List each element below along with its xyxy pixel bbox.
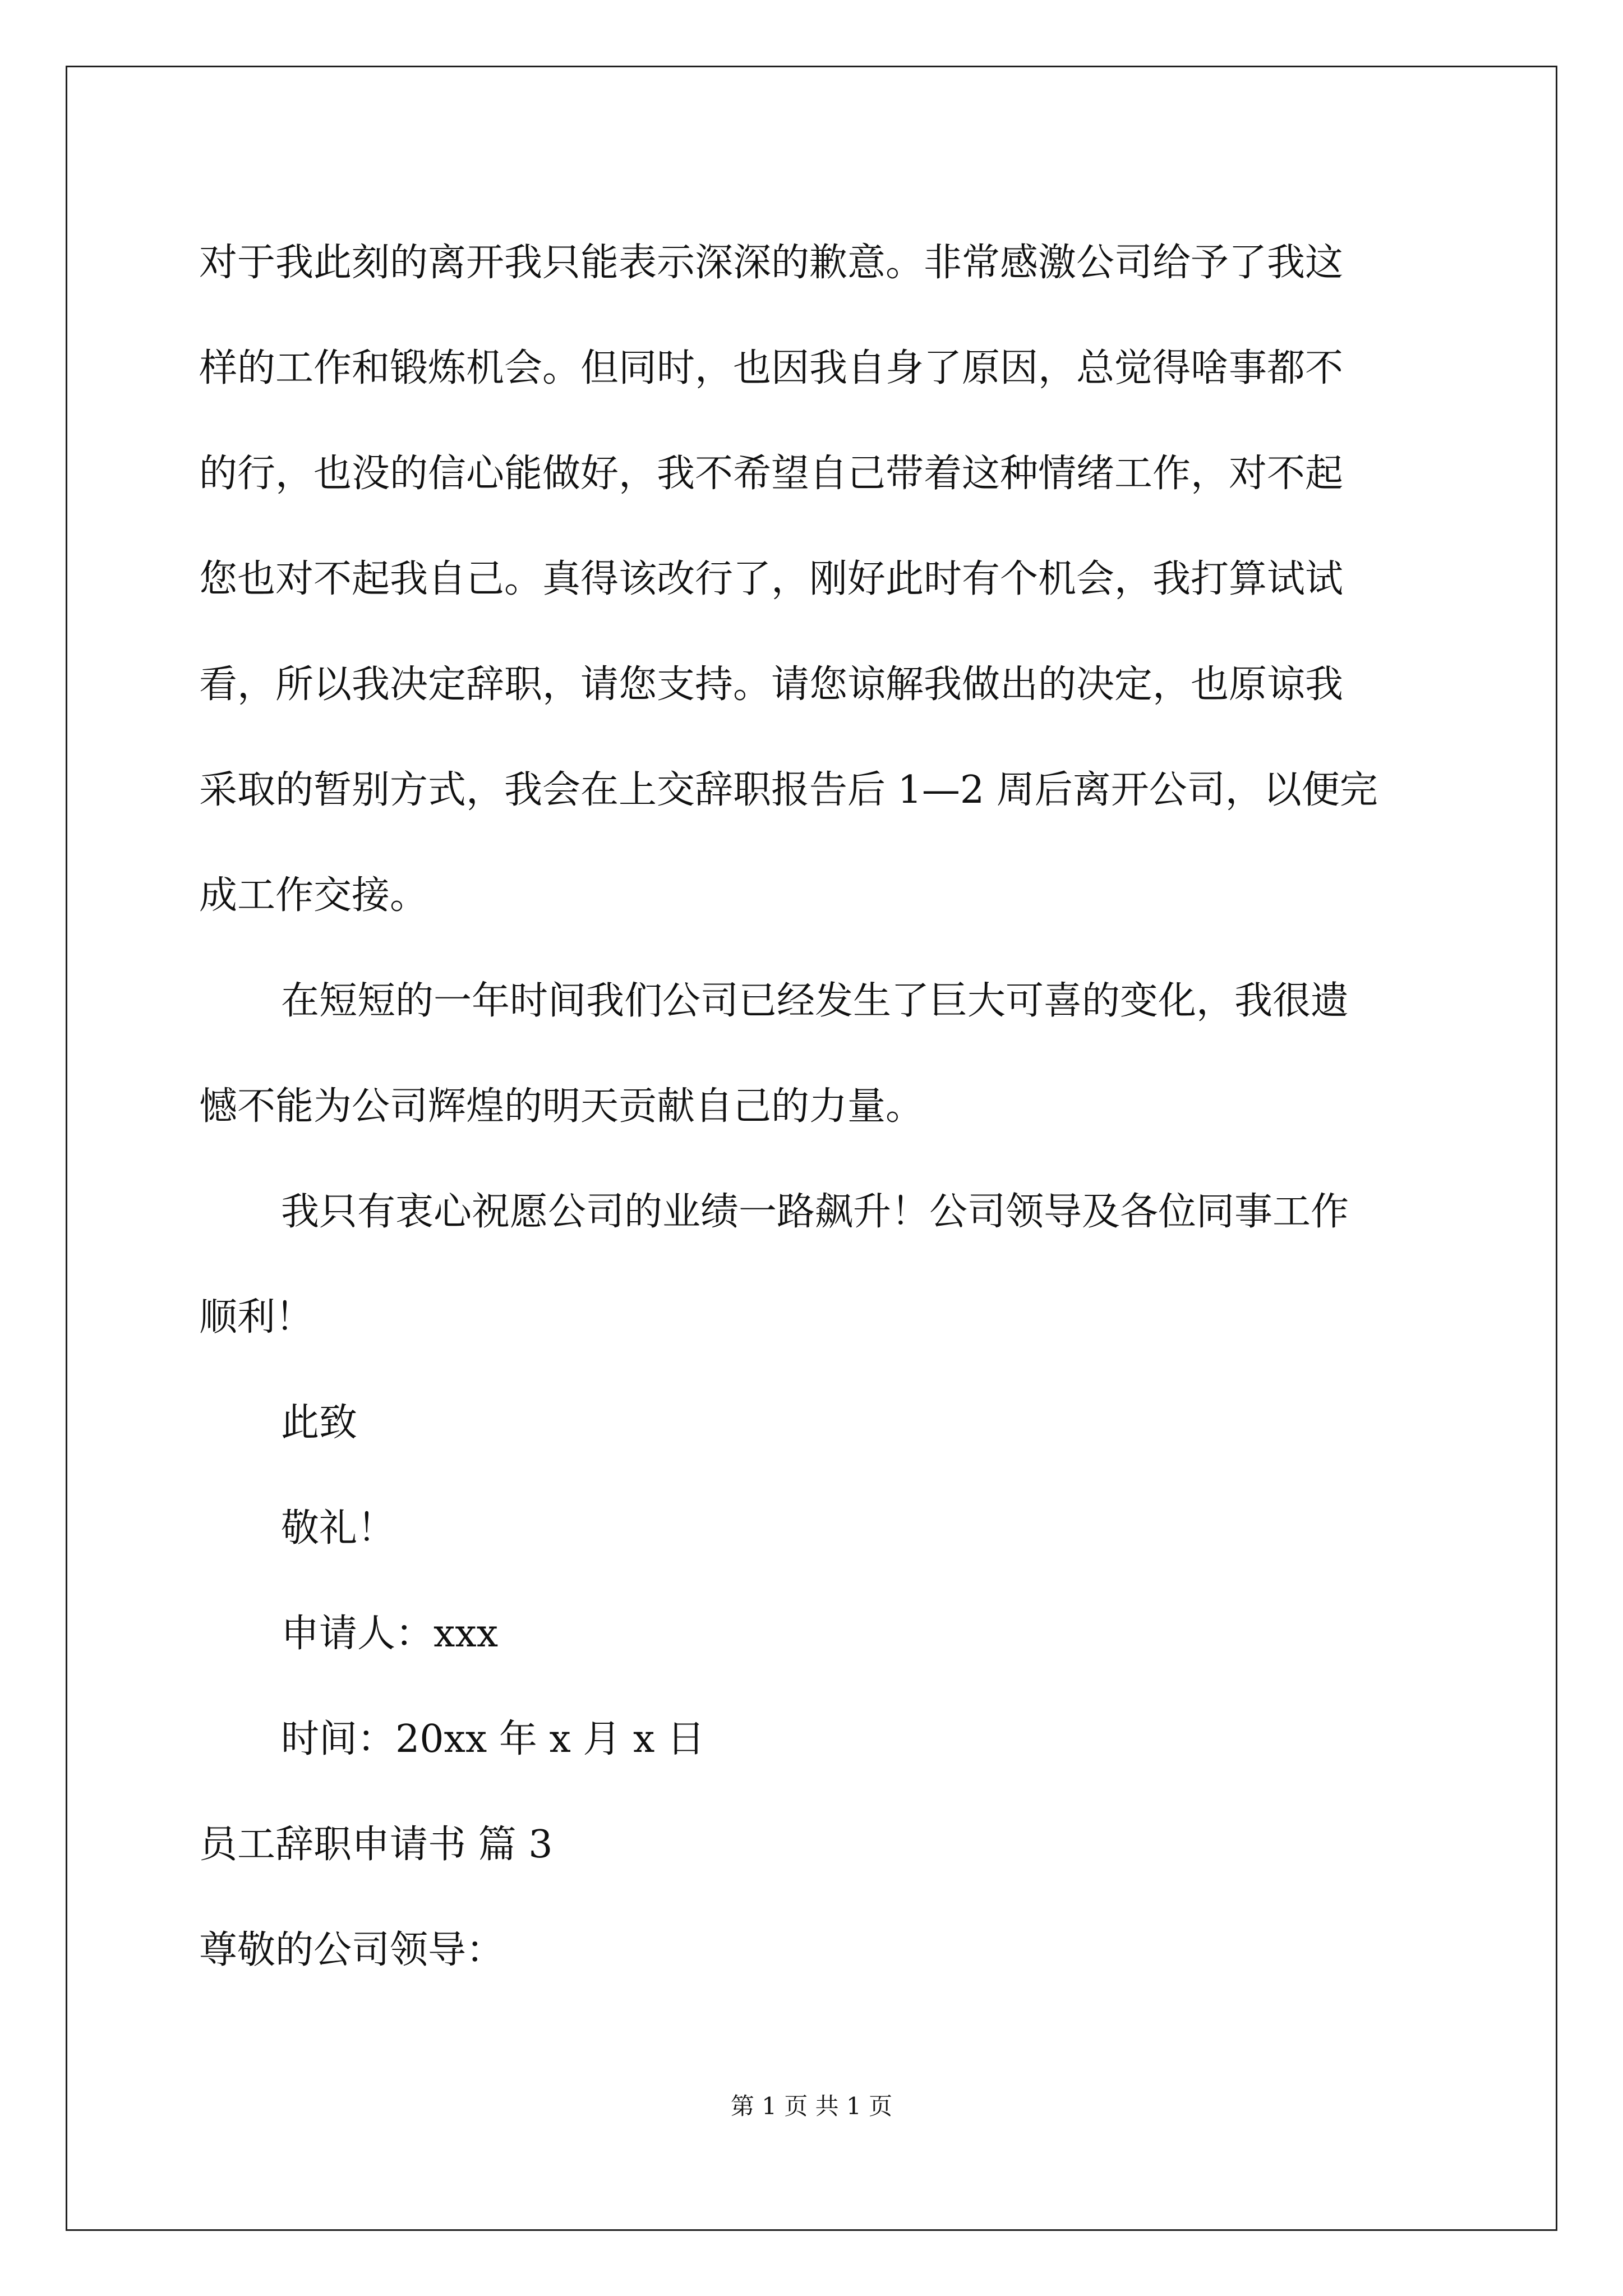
paragraph-1-line-2 [199,316,1433,421]
paragraph-1-line-4 [199,527,1433,632]
paragraph-3-line-1 [199,1159,1433,1265]
letter-greeting: 尊敬的公司领导： [199,1928,505,1972]
text-line: 采取的暂别方式，我会在上交辞职报告后 1—2 周后离开公司，以便完 [199,768,1378,812]
text-line: 的行，也没的信心能做好，我不希望自己带着这种情绪工作，对不起 [199,452,1344,496]
paragraph-2-line-1 [199,949,1433,1054]
section-title: 员工辞职申请书 篇 3 [199,1823,553,1867]
paragraph-1-line-3 [199,421,1433,527]
paragraph-1-line-1 [199,210,1433,316]
text-line: 成工作交接。 [199,873,428,918]
text-line: 憾不能为公司辉煌的明天贡献自己的力量。 [199,1084,924,1129]
closing-salutation: 此致 [281,1401,358,1445]
text-line: 在短短的一年时间我们公司已经发生了巨大可喜的变化，我很遗 [281,979,1349,1023]
text-line: 对于我此刻的离开我只能表示深深的歉意。非常感激公司给予了我这 [199,241,1344,285]
text-line: 我只有衷心祝愿公司的业绩一路飙升！公司领导及各位同事工作 [281,1190,1349,1234]
closing-regards: 敬礼！ [281,1506,396,1550]
application-date: 时间：20xx 年 x 月 x 日 [281,1717,706,1761]
text-line: 样的工作和锻炼机会。但同时，也因我自身了原因，总觉得啥事都不 [199,346,1344,390]
paragraph-3-line-2 [199,1265,1433,1370]
text-line: 顺利！ [199,1295,314,1340]
page-footer: 第 1 页 共 1 页 [730,2092,893,2120]
paragraph-1-line-7 [199,843,1433,949]
paragraph-1-line-5 [199,632,1433,738]
text-line: 看，所以我决定辞职，请您支持。请您谅解我做出的决定，也原谅我 [199,662,1344,707]
text-line: 您也对不起我自己。真得该改行了，刚好此时有个机会，我打算试试 [199,557,1344,601]
paragraph-1-line-6 [199,738,1433,843]
document-body [199,210,1433,2003]
applicant-name: 申请人：xxx [281,1612,499,1656]
paragraph-2-line-2 [199,1054,1433,1159]
